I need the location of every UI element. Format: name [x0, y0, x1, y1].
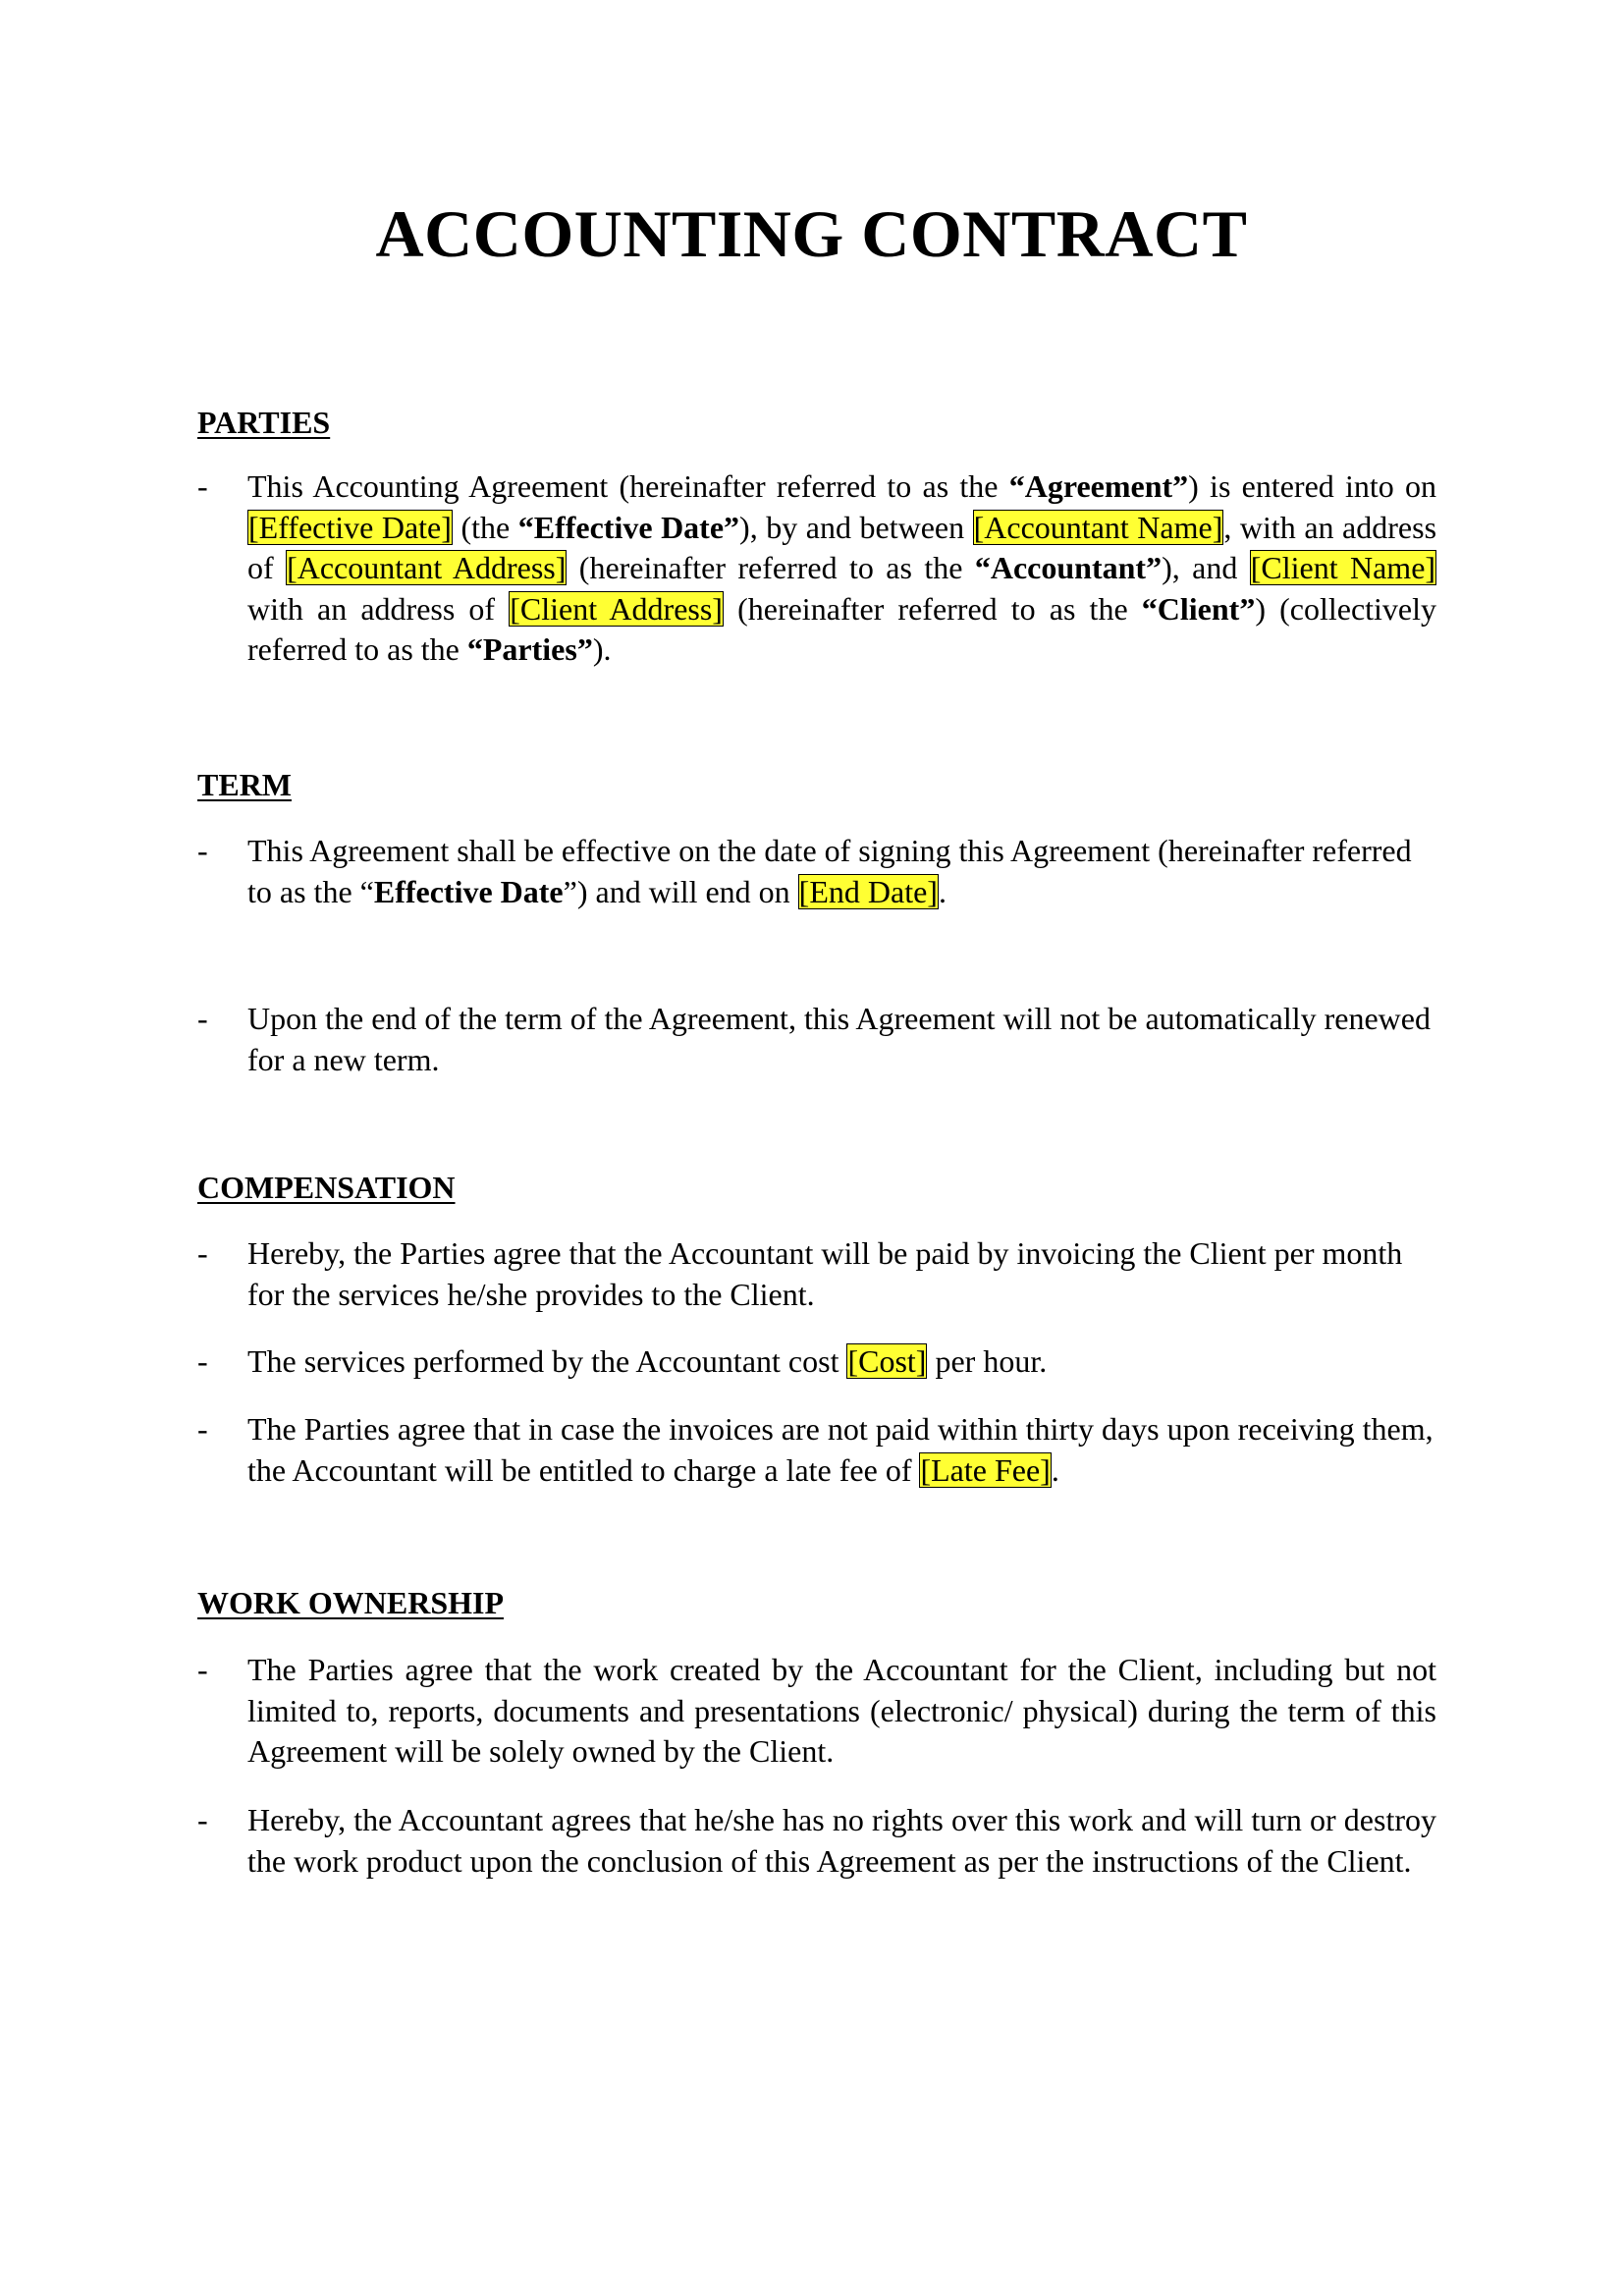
paragraph-compensation-3: The Parties agree that in case the invoices are not paid within thirty days upon receiving them, the Accountant will be entitled to charge a late fee of [Late Fee]. — [247, 1411, 1434, 1488]
paragraph-term-1: This Agreement shall be effective on the date of signing this Agreement (hereinafter referred to as the “Effective Date”) and will end on [End Date]. — [247, 833, 1412, 909]
defined-term-accountant: “Accountant” — [974, 550, 1163, 585]
defined-term-parties: “Parties” — [466, 631, 593, 667]
placeholder-cost[interactable]: [Cost] — [847, 1343, 927, 1379]
bullet-dash: - — [197, 1652, 208, 1687]
paragraph-work-ownership-1: The Parties agree that the work created by the Accountant for the Client, including but not limited to, reports, documents and presentations (electronic/ physical) during the term of this Agreement will be solely owned by the Client. — [247, 1652, 1436, 1769]
placeholder-client-address[interactable]: [Client Address] — [510, 590, 723, 627]
placeholder-end-date[interactable]: [End Date] — [798, 873, 938, 909]
placeholder-accountant-address[interactable]: [Accountant Address] — [287, 550, 567, 585]
placeholder-client-name[interactable]: [Client Name] — [1250, 550, 1436, 585]
bullet-dash: - — [197, 1343, 208, 1379]
paragraph-term-2: Upon the end of the term of the Agreement, this Agreement will not be automatically renewed for a new term. — [247, 1001, 1431, 1077]
defined-term-effective-date: Effective Date — [373, 873, 564, 909]
bullet-dash: - — [197, 1411, 208, 1447]
placeholder-accountant-name[interactable]: [Accountant Name] — [973, 509, 1223, 545]
bullet-dash: - — [197, 833, 208, 868]
document-title: ACCOUNTING CONTRACT — [375, 196, 1248, 271]
section-heading-work-ownership: WORK OWNERSHIP — [197, 1585, 505, 1620]
bullet-dash: - — [197, 1802, 208, 1837]
bullet-dash: - — [197, 1001, 208, 1036]
bullet-dash: - — [197, 468, 208, 504]
paragraph-compensation-2: The services performed by the Accountant cost [Cost] per hour. — [247, 1343, 1048, 1379]
section-heading-term: TERM — [197, 767, 292, 802]
bullet-dash: - — [197, 1235, 208, 1271]
paragraph-work-ownership-2: Hereby, the Accountant agrees that he/she has no rights over this work and will turn or destroy the work product upon the conclusion of this Agreement as per the instructions of the Client. — [247, 1802, 1436, 1879]
section-heading-compensation: COMPENSATION — [197, 1170, 456, 1205]
defined-term-agreement: “Agreement” — [1008, 468, 1189, 504]
paragraph-parties-1: This Accounting Agreement (hereinafter referred to as the “Agreement”) is entered into on [Effective Date] (the “Effective Date”), by and between [Accountant Name], with an address of [Accountant Address] (hereinafter referred to as the “Accountant”), and [Client Name] with an address of [Client Address] (hereinafter referred to as the “Client”) (collectively referred to as the “Parties”). — [247, 468, 1437, 667]
defined-term-effective-date: “Effective Date” — [517, 509, 740, 545]
section-heading-parties: PARTIES — [197, 405, 331, 440]
defined-term-client: “Client” — [1141, 590, 1256, 627]
placeholder-late-fee[interactable]: [Late Fee] — [920, 1451, 1051, 1488]
paragraph-compensation-1: Hereby, the Parties agree that the Accountant will be paid by invoicing the Client per month for the services he/she provides to the Client. — [247, 1235, 1403, 1312]
placeholder-effective-date[interactable]: [Effective Date] — [248, 509, 452, 545]
